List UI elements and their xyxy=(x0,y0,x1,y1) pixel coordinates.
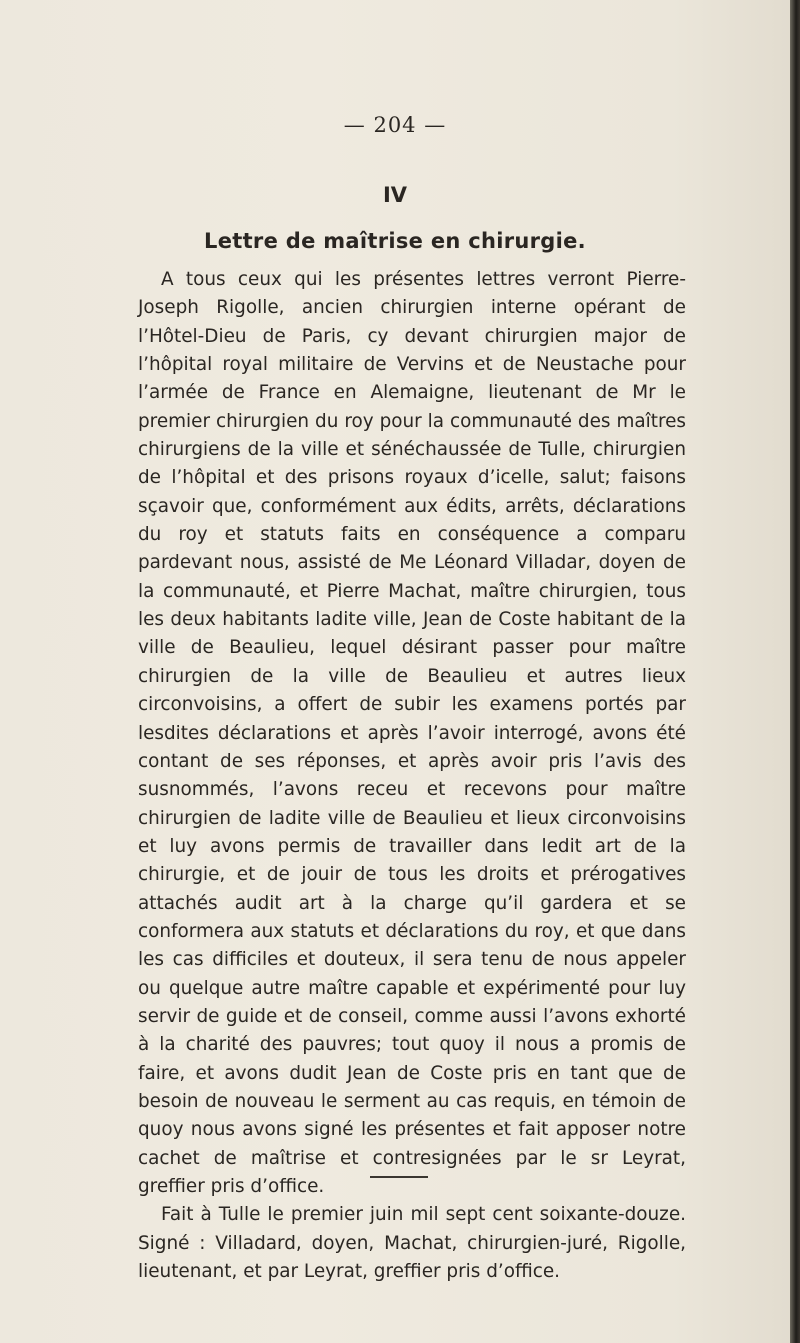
letter-body xyxy=(138,266,686,1286)
page-number: — 204 — xyxy=(343,113,447,137)
body-paragraph: A tous ceux qui les présentes lettres verront Pierre-Joseph Rigolle, ancien chirurgien interne opérant de l’Hôtel-Dieu de Paris, cy devant chirurgien major de l’hôpital royal militaire de Vervins et de Neustache pour l’armée de France en Alemaigne, lieutenant de Mr le premier chirurgien du roy pour la communauté des maîtres chirurgiens de la ville et sénéchaussée de Tulle, chirurgien de l’hôpital et des prisons royaux d’icelle, salut; faisons sçavoir que, conformément aux édits, arrêts, déclarations du roy et statuts faits en conséquence a comparu pardevant nous, assisté de Me Léonard Villadar, doyen de la communauté, et Pierre Machat, maître chirurgien, tous les deux habitants ladite ville, Jean de Coste habitant de la ville de Beaulieu, lequel désirant passer pour maître chirurgien de la ville de Beaulieu et autres lieux circonvoisins, a offert de subir les examens portés par lesdites déclarations et après l’avoir interrogé, avons été contant de ses réponses, et après avoir pris l’avis des susnommés, l’avons receu et recevons pour maître chirurgien de ladite ville de Beaulieu et lieux circonvoisins et luy avons permis de travailler dans ledit art de la chirurgie, et de jouir de tous les droits et prérogatives attachés audit art à la charge qu’il gardera et se conformera aux statuts et déclarations du roy, et que dans les cas difficiles et douteux, il sera tenu de nous appeler ou quelque autre maître capable et expérimenté pour luy servir de guide et de conseil, comme aussi l’avons exhorté à la charité des pauvres; tout quoy il nous a promis de faire, et avons dudit Jean de Coste pris en tant que de besoin de nouveau le serment au cas requis, en témoin de quoy nous avons signé les présentes et fait apposer notre cachet de maîtrise et contresignées par le sr Leyrat, greffier pris d’office. xyxy=(138,269,686,1197)
closing-paragraph: Fait à Tulle le premier juin mil sept cent soixante-douze. Signé : Villadard, doyen, Machat, chirurgien-juré, Rigolle, lieutenant, et par Leyrat, greffier pris d’office. xyxy=(138,1204,686,1283)
letter-title: Lettre de maîtrise en chirurgie. xyxy=(204,229,586,253)
page-edge-shadow xyxy=(790,0,800,1343)
end-rule xyxy=(370,1176,428,1178)
section-number: IV xyxy=(382,183,408,207)
